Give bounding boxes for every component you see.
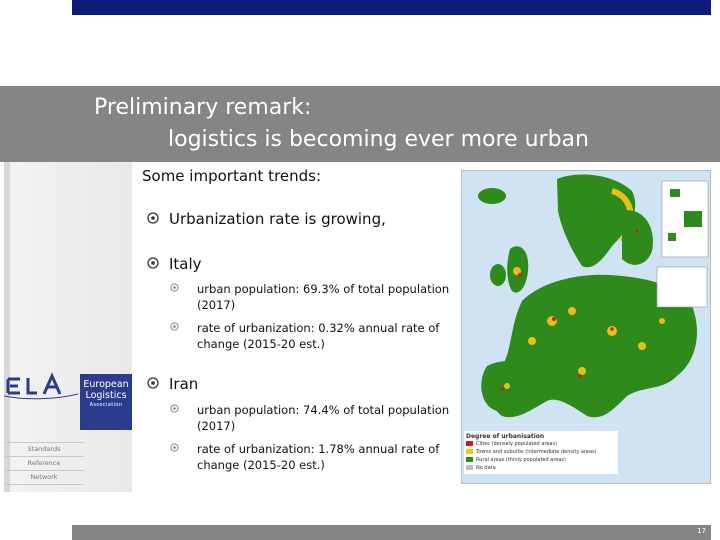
sub-bullet-ring-icon [170, 283, 179, 292]
logo-line-small: Association [89, 402, 123, 408]
sub-bullet-ring-icon [170, 443, 179, 452]
europe-urbanisation-map [461, 170, 711, 484]
legend-swatch-icon [466, 465, 473, 470]
logo-line-1: European [83, 379, 129, 390]
legend-swatch-icon [466, 457, 473, 462]
nav-item-network: Network [4, 470, 84, 485]
legend-label: Rural areas (thinly populated areas) [476, 457, 566, 463]
legend-item [466, 440, 616, 448]
nav-item-reference: Reference [4, 456, 84, 470]
bottom-bar [72, 525, 711, 540]
legend-swatch-icon [466, 449, 473, 454]
sidebar-nav [4, 442, 84, 485]
ela-logo-icon [4, 366, 78, 406]
sub-bullet-text: urban population: 74.4% of total population (2017) [197, 403, 450, 433]
sub-bullet-ring-icon [170, 322, 179, 331]
legend-item [466, 464, 616, 472]
association-logo-box [80, 374, 132, 430]
sub-bullet-text: urban population: 69.3% of total population (2017) [197, 282, 450, 312]
bullet-ring-icon [147, 377, 159, 389]
sub-bullet-text: rate of urbanization: 0.32% annual rate of change (2015-20 est.) [197, 321, 440, 351]
bullet-ring-icon [147, 257, 159, 269]
legend-item [466, 448, 616, 456]
sub-bullet-ring-icon [170, 404, 179, 413]
bullet-ring-icon [147, 212, 159, 224]
page-number: 17 [697, 527, 706, 535]
slide-subtitle: logistics is becoming ever more urban [168, 127, 589, 152]
map-legend [464, 431, 618, 474]
sub-bullet-text: rate of urbanization: 1.78% annual rate of change (2015-20 est.) [197, 442, 440, 472]
top-accent-bar [72, 0, 711, 15]
legend-item [466, 456, 616, 464]
section-subheading: Some important trends: [142, 167, 322, 185]
logo-line-2: Logistics [85, 390, 127, 401]
bullet-text: Iran [169, 375, 199, 393]
slide-title: Preliminary remark: [94, 95, 312, 120]
legend-label: Towns and suburbs (intermediate density areas) [476, 449, 597, 455]
nav-item-standards: Standards [4, 442, 84, 456]
legend-label: Cities (densely populated areas) [476, 441, 558, 447]
legend-label: No data [476, 465, 496, 471]
legend-swatch-icon [466, 441, 473, 446]
bullet-text: Italy [169, 255, 202, 273]
bullet-text: Urbanization rate is growing, [169, 210, 386, 228]
map-legend-title: Degree of urbanisation [466, 433, 545, 440]
